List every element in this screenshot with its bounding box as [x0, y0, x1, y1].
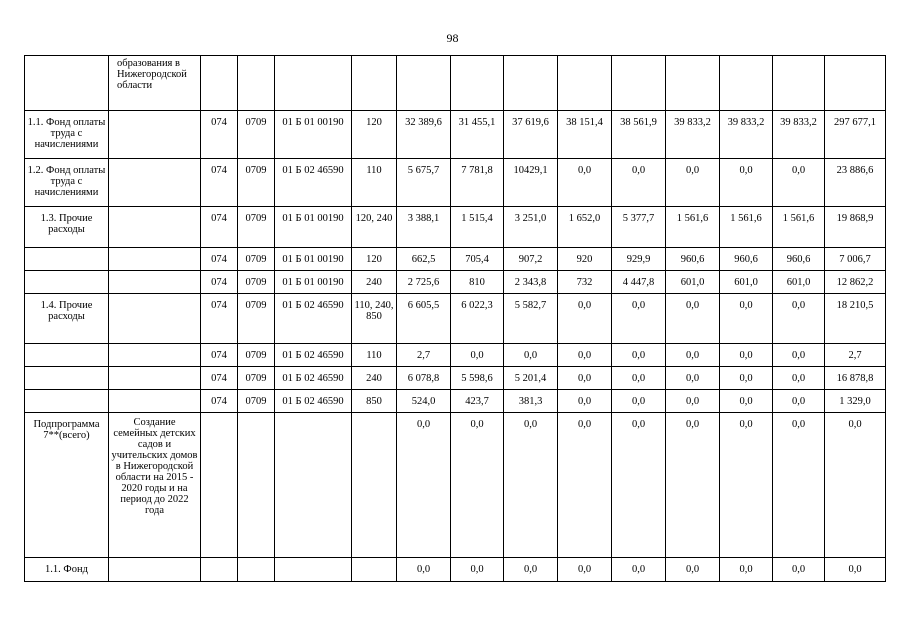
value-cell: 960,6: [666, 248, 720, 271]
value-cell: 0,0: [397, 413, 451, 558]
expense-kind-cell: 850: [352, 390, 397, 413]
value-cell: 0,0: [720, 390, 773, 413]
section-code-cell: 0709: [238, 248, 275, 271]
table-row: [25, 248, 886, 271]
value-cell: 662,5: [397, 248, 451, 271]
target-code-cell: 01 Б 01 00190: [275, 248, 352, 271]
row-name-cell: [25, 390, 109, 413]
value-cell: 0,0: [720, 294, 773, 344]
expense-kind-cell: [352, 56, 397, 111]
value-cell: 423,7: [451, 390, 504, 413]
table-row: [25, 390, 886, 413]
value-cell: 5 598,6: [451, 367, 504, 390]
value-cell: 929,9: [612, 248, 666, 271]
expense-kind-cell: 110: [352, 344, 397, 367]
value-cell: 0,0: [451, 413, 504, 558]
page-number: 98: [446, 31, 459, 45]
ministry-code-cell: [201, 413, 238, 558]
budget-table: [24, 55, 886, 582]
value-cell: 0,0: [720, 344, 773, 367]
target-code-cell: 01 Б 02 46590: [275, 367, 352, 390]
value-cell: 0,0: [666, 390, 720, 413]
value-cell: 705,4: [451, 248, 504, 271]
value-cell: 0,0: [666, 159, 720, 207]
value-cell: 38 561,9: [612, 111, 666, 159]
value-cell: [558, 56, 612, 111]
value-cell: 601,0: [666, 271, 720, 294]
value-cell: 0,0: [558, 413, 612, 558]
value-cell: 0,0: [612, 367, 666, 390]
ministry-code-cell: [201, 558, 238, 582]
section-code-cell: 0709: [238, 344, 275, 367]
row-description-cell: [109, 159, 201, 207]
value-cell: 524,0: [397, 390, 451, 413]
value-cell: 0,0: [612, 558, 666, 582]
value-cell: 381,3: [504, 390, 558, 413]
value-cell: [451, 56, 504, 111]
value-cell: 0,0: [825, 558, 886, 582]
ministry-code-cell: 074: [201, 271, 238, 294]
value-cell: 0,0: [666, 413, 720, 558]
value-cell: [773, 56, 825, 111]
value-cell: 5 675,7: [397, 159, 451, 207]
expense-kind-cell: 240: [352, 271, 397, 294]
value-cell: 0,0: [720, 558, 773, 582]
value-cell: 39 833,2: [720, 111, 773, 159]
value-cell: 1 515,4: [451, 207, 504, 248]
value-cell: 0,0: [773, 558, 825, 582]
value-cell: 0,0: [612, 390, 666, 413]
value-cell: 0,0: [558, 367, 612, 390]
target-code-cell: [275, 56, 352, 111]
value-cell: 38 151,4: [558, 111, 612, 159]
row-name-cell: [25, 344, 109, 367]
value-cell: 6 605,5: [397, 294, 451, 344]
value-cell: 0,0: [504, 344, 558, 367]
row-description-cell: [109, 367, 201, 390]
row-name-cell: 1.1. Фонд: [25, 558, 109, 582]
ministry-code-cell: 074: [201, 390, 238, 413]
value-cell: 0,0: [612, 344, 666, 367]
value-cell: 0,0: [773, 413, 825, 558]
ministry-code-cell: 074: [201, 111, 238, 159]
target-code-cell: 01 Б 02 46590: [275, 390, 352, 413]
value-cell: 0,0: [558, 159, 612, 207]
value-cell: 0,0: [397, 558, 451, 582]
value-cell: 601,0: [720, 271, 773, 294]
table-row: [25, 294, 886, 344]
table-row: [25, 367, 886, 390]
expense-kind-cell: 120, 240: [352, 207, 397, 248]
value-cell: 0,0: [612, 294, 666, 344]
ministry-code-cell: [201, 56, 238, 111]
value-cell: 0,0: [558, 390, 612, 413]
value-cell: 0,0: [451, 558, 504, 582]
value-cell: [612, 56, 666, 111]
value-cell: 0,0: [666, 294, 720, 344]
expense-kind-cell: 120: [352, 248, 397, 271]
value-cell: 16 878,8: [825, 367, 886, 390]
value-cell: 0,0: [720, 159, 773, 207]
value-cell: 6 022,3: [451, 294, 504, 344]
expense-kind-cell: 120: [352, 111, 397, 159]
target-code-cell: 01 Б 01 00190: [275, 271, 352, 294]
expense-kind-cell: 240: [352, 367, 397, 390]
value-cell: 0,0: [558, 344, 612, 367]
row-name-cell: [25, 56, 109, 111]
value-cell: 0,0: [773, 344, 825, 367]
value-cell: 3 388,1: [397, 207, 451, 248]
section-code-cell: [238, 56, 275, 111]
value-cell: 960,6: [720, 248, 773, 271]
expense-kind-cell: [352, 413, 397, 558]
target-code-cell: 01 Б 01 00190: [275, 111, 352, 159]
row-description-cell: образования в Нижегородской области: [109, 56, 201, 111]
value-cell: [666, 56, 720, 111]
ministry-code-cell: 074: [201, 207, 238, 248]
table-row: [25, 558, 886, 582]
value-cell: [504, 56, 558, 111]
value-cell: 37 619,6: [504, 111, 558, 159]
value-cell: 0,0: [666, 344, 720, 367]
value-cell: 0,0: [558, 294, 612, 344]
table-row: [25, 344, 886, 367]
value-cell: 39 833,2: [773, 111, 825, 159]
row-description-cell: [109, 344, 201, 367]
value-cell: 960,6: [773, 248, 825, 271]
section-code-cell: [238, 413, 275, 558]
section-code-cell: 0709: [238, 207, 275, 248]
section-code-cell: 0709: [238, 390, 275, 413]
value-cell: 732: [558, 271, 612, 294]
table-row: [25, 111, 886, 159]
row-description-cell: [109, 248, 201, 271]
value-cell: 18 210,5: [825, 294, 886, 344]
value-cell: 5 201,4: [504, 367, 558, 390]
value-cell: 2,7: [397, 344, 451, 367]
value-cell: 10429,1: [504, 159, 558, 207]
value-cell: 0,0: [666, 558, 720, 582]
row-name-cell: 1.2. Фонд оплаты труда с начислениями: [25, 159, 109, 207]
row-description-cell: Создание семейных детских садов и учительских домов в Нижегородской области на 2015 - 2020 годы и на период до 2022 года: [109, 413, 201, 558]
value-cell: 0,0: [773, 367, 825, 390]
row-name-cell: [25, 367, 109, 390]
value-cell: [720, 56, 773, 111]
value-cell: 0,0: [612, 413, 666, 558]
row-description-cell: [109, 207, 201, 248]
value-cell: 0,0: [558, 558, 612, 582]
ministry-code-cell: 074: [201, 294, 238, 344]
target-code-cell: 01 Б 02 46590: [275, 159, 352, 207]
section-code-cell: [238, 558, 275, 582]
value-cell: 0,0: [720, 367, 773, 390]
table-row: [25, 56, 886, 111]
value-cell: 2 343,8: [504, 271, 558, 294]
value-cell: 31 455,1: [451, 111, 504, 159]
row-description-cell: [109, 111, 201, 159]
value-cell: 7 781,8: [451, 159, 504, 207]
value-cell: 5 582,7: [504, 294, 558, 344]
row-description-cell: [109, 294, 201, 344]
value-cell: 23 886,6: [825, 159, 886, 207]
value-cell: 4 447,8: [612, 271, 666, 294]
value-cell: 0,0: [773, 294, 825, 344]
value-cell: 12 862,2: [825, 271, 886, 294]
value-cell: 0,0: [612, 159, 666, 207]
value-cell: 3 251,0: [504, 207, 558, 248]
value-cell: 1 561,6: [773, 207, 825, 248]
value-cell: 0,0: [666, 367, 720, 390]
value-cell: 1 561,6: [666, 207, 720, 248]
value-cell: 2 725,6: [397, 271, 451, 294]
value-cell: 39 833,2: [666, 111, 720, 159]
value-cell: 0,0: [720, 413, 773, 558]
target-code-cell: [275, 413, 352, 558]
section-code-cell: 0709: [238, 111, 275, 159]
target-code-cell: 01 Б 02 46590: [275, 294, 352, 344]
value-cell: 907,2: [504, 248, 558, 271]
section-code-cell: 0709: [238, 159, 275, 207]
value-cell: 0,0: [825, 413, 886, 558]
row-description-cell: [109, 558, 201, 582]
row-name-cell: 1.3. Прочие расходы: [25, 207, 109, 248]
value-cell: 0,0: [504, 558, 558, 582]
row-name-cell: 1.4. Прочие расходы: [25, 294, 109, 344]
target-code-cell: 01 Б 02 46590: [275, 344, 352, 367]
section-code-cell: 0709: [238, 367, 275, 390]
row-description-cell: [109, 271, 201, 294]
value-cell: 601,0: [773, 271, 825, 294]
value-cell: 1 329,0: [825, 390, 886, 413]
value-cell: 0,0: [451, 344, 504, 367]
row-name-cell: Подпрограмма 7**(всего): [25, 413, 109, 558]
row-description-cell: [109, 390, 201, 413]
expense-kind-cell: 110, 240, 850: [352, 294, 397, 344]
value-cell: 5 377,7: [612, 207, 666, 248]
value-cell: 1 561,6: [720, 207, 773, 248]
value-cell: 7 006,7: [825, 248, 886, 271]
value-cell: 0,0: [773, 159, 825, 207]
ministry-code-cell: 074: [201, 248, 238, 271]
table-row: [25, 271, 886, 294]
row-name-cell: [25, 271, 109, 294]
target-code-cell: 01 Б 01 00190: [275, 207, 352, 248]
table-row: [25, 159, 886, 207]
expense-kind-cell: [352, 558, 397, 582]
target-code-cell: [275, 558, 352, 582]
value-cell: 32 389,6: [397, 111, 451, 159]
value-cell: 920: [558, 248, 612, 271]
value-cell: 297 677,1: [825, 111, 886, 159]
section-code-cell: 0709: [238, 271, 275, 294]
table-row: [25, 207, 886, 248]
value-cell: [825, 56, 886, 111]
row-name-cell: [25, 248, 109, 271]
ministry-code-cell: 074: [201, 367, 238, 390]
table-row: [25, 413, 886, 558]
value-cell: 0,0: [773, 390, 825, 413]
value-cell: [397, 56, 451, 111]
ministry-code-cell: 074: [201, 159, 238, 207]
row-name-cell: 1.1. Фонд оплаты труда с начислениями: [25, 111, 109, 159]
expense-kind-cell: 110: [352, 159, 397, 207]
value-cell: 0,0: [504, 413, 558, 558]
value-cell: 6 078,8: [397, 367, 451, 390]
value-cell: 2,7: [825, 344, 886, 367]
value-cell: 19 868,9: [825, 207, 886, 248]
value-cell: 1 652,0: [558, 207, 612, 248]
section-code-cell: 0709: [238, 294, 275, 344]
value-cell: 810: [451, 271, 504, 294]
ministry-code-cell: 074: [201, 344, 238, 367]
